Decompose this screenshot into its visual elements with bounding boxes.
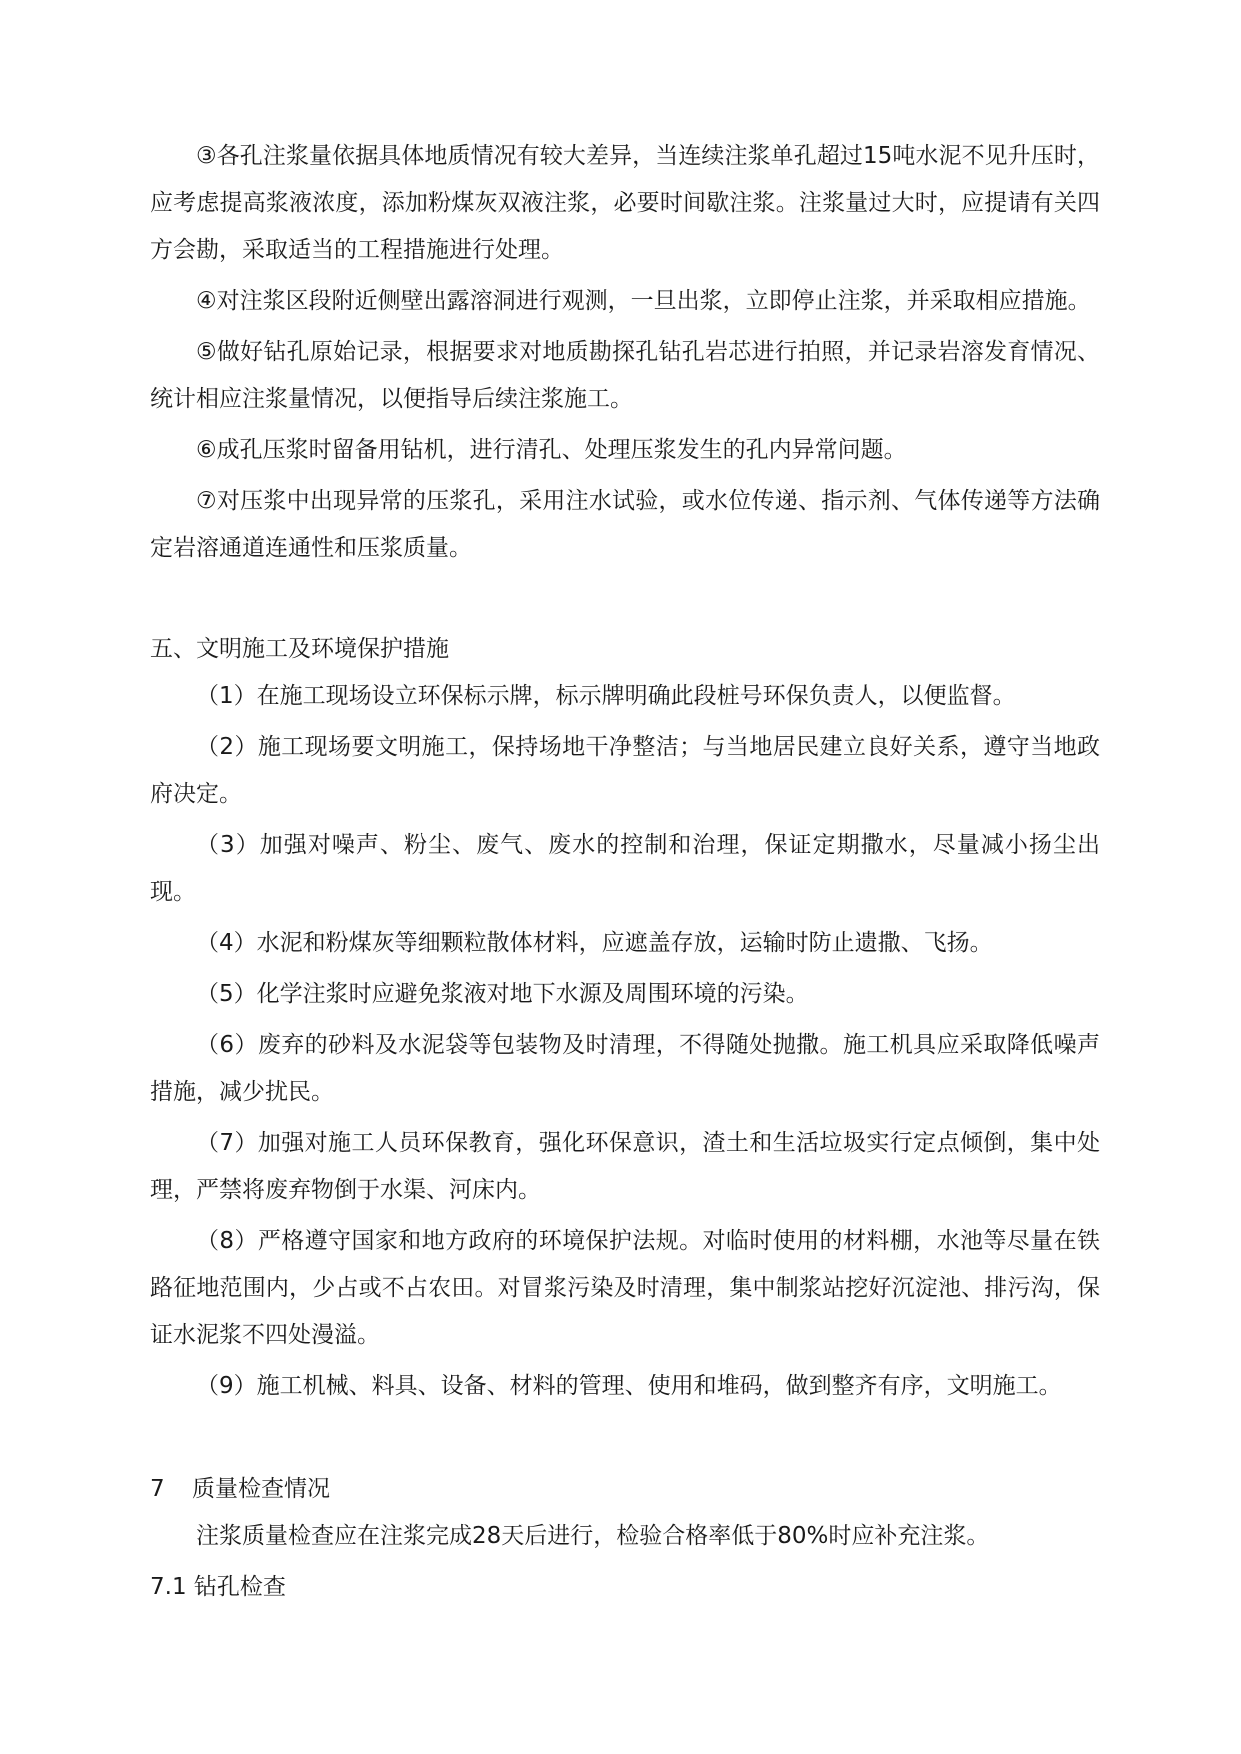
section-seven-number: 7 xyxy=(150,1476,165,1502)
section-five-heading: 五、文明施工及环境保护措施 xyxy=(150,636,449,662)
env-item-3: （3）加强对噪声、粉尘、废气、废水的控制和治理，保证定期撒水，尽量减小扬尘出现。 xyxy=(150,832,1100,905)
section-seven-title: 质量检查情况 xyxy=(192,1476,330,1502)
spacer xyxy=(150,576,1100,626)
paragraph-item-7: ⑦对压浆中出现异常的压浆孔，采用注水试验，或水位传递、指示剂、气体传递等方法确定岩溶通道连通性和压浆质量。 xyxy=(150,488,1100,561)
section-four-continuation xyxy=(150,133,1100,572)
section-five xyxy=(150,626,1100,1410)
section-seven-heading xyxy=(150,1466,1100,1513)
env-item-2: （2）施工现场要文明施工，保持场地干净整洁；与当地居民建立良好关系，遵守当地政府决定。 xyxy=(150,734,1100,807)
paragraph-item-3: ③各孔注浆量依据具体地质情况有较大差异，当连续注浆单孔超过15吨水泥不见升压时，应考虑提高浆液浓度，添加粉煤灰双液注浆，必要时间歇注浆。注浆量过大时，应提请有关四方会勘，采取适当的工程措施进行处理。 xyxy=(150,143,1100,263)
paragraph-item-5: ⑤做好钻孔原始记录，根据要求对地质勘探孔钻孔岩芯进行拍照，并记录岩溶发育情况、统计相应注浆量情况，以便指导后续注浆施工。 xyxy=(150,339,1100,412)
quality-check-intro: 注浆质量检查应在注浆完成28天后进行，检验合格率低于80%时应补充注浆。 xyxy=(196,1523,990,1549)
env-item-7: （7）加强对施工人员环保教育，强化环保意识，渣土和生活垃圾实行定点倾倒，集中处理，严禁将废弃物倒于水渠、河床内。 xyxy=(150,1130,1100,1203)
section-seven xyxy=(150,1466,1100,1611)
env-item-8: （8）严格遵守国家和地方政府的环境保护法规。对临时使用的材料棚，水池等尽量在铁路征地范围内，少占或不占农田。对冒浆污染及时清理，集中制浆站挖好沉淀池、排污沟，保证水泥浆不四处漫溢。 xyxy=(150,1228,1100,1348)
document-page xyxy=(150,133,1100,1611)
spacer xyxy=(150,1414,1100,1466)
env-item-5: （5）化学注浆时应避免浆液对地下水源及周围环境的污染。 xyxy=(196,981,809,1007)
paragraph-item-6: ⑥成孔压浆时留备用钻机，进行清孔、处理压浆发生的孔内异常问题。 xyxy=(196,437,907,463)
subsection-heading: 7.1 钻孔检查 xyxy=(150,1574,286,1600)
paragraph-item-4: ④对注浆区段附近侧壁出露溶洞进行观测，一旦出浆，立即停止注浆，并采取相应措施。 xyxy=(196,288,1091,314)
env-item-4: （4）水泥和粉煤灰等细颗粒散体材料，应遮盖存放，运输时防止遗撒、飞扬。 xyxy=(196,930,993,956)
env-item-1: （1）在施工现场设立环保标示牌，标示牌明确此段桩号环保负责人，以便监督。 xyxy=(196,683,1016,709)
env-item-6: （6）废弃的砂料及水泥袋等包装物及时清理，不得随处抛撒。施工机具应采取降低噪声措施，减少扰民。 xyxy=(150,1032,1100,1105)
env-item-9: （9）施工机械、料具、设备、材料的管理、使用和堆码，做到整齐有序，文明施工。 xyxy=(196,1373,1062,1399)
